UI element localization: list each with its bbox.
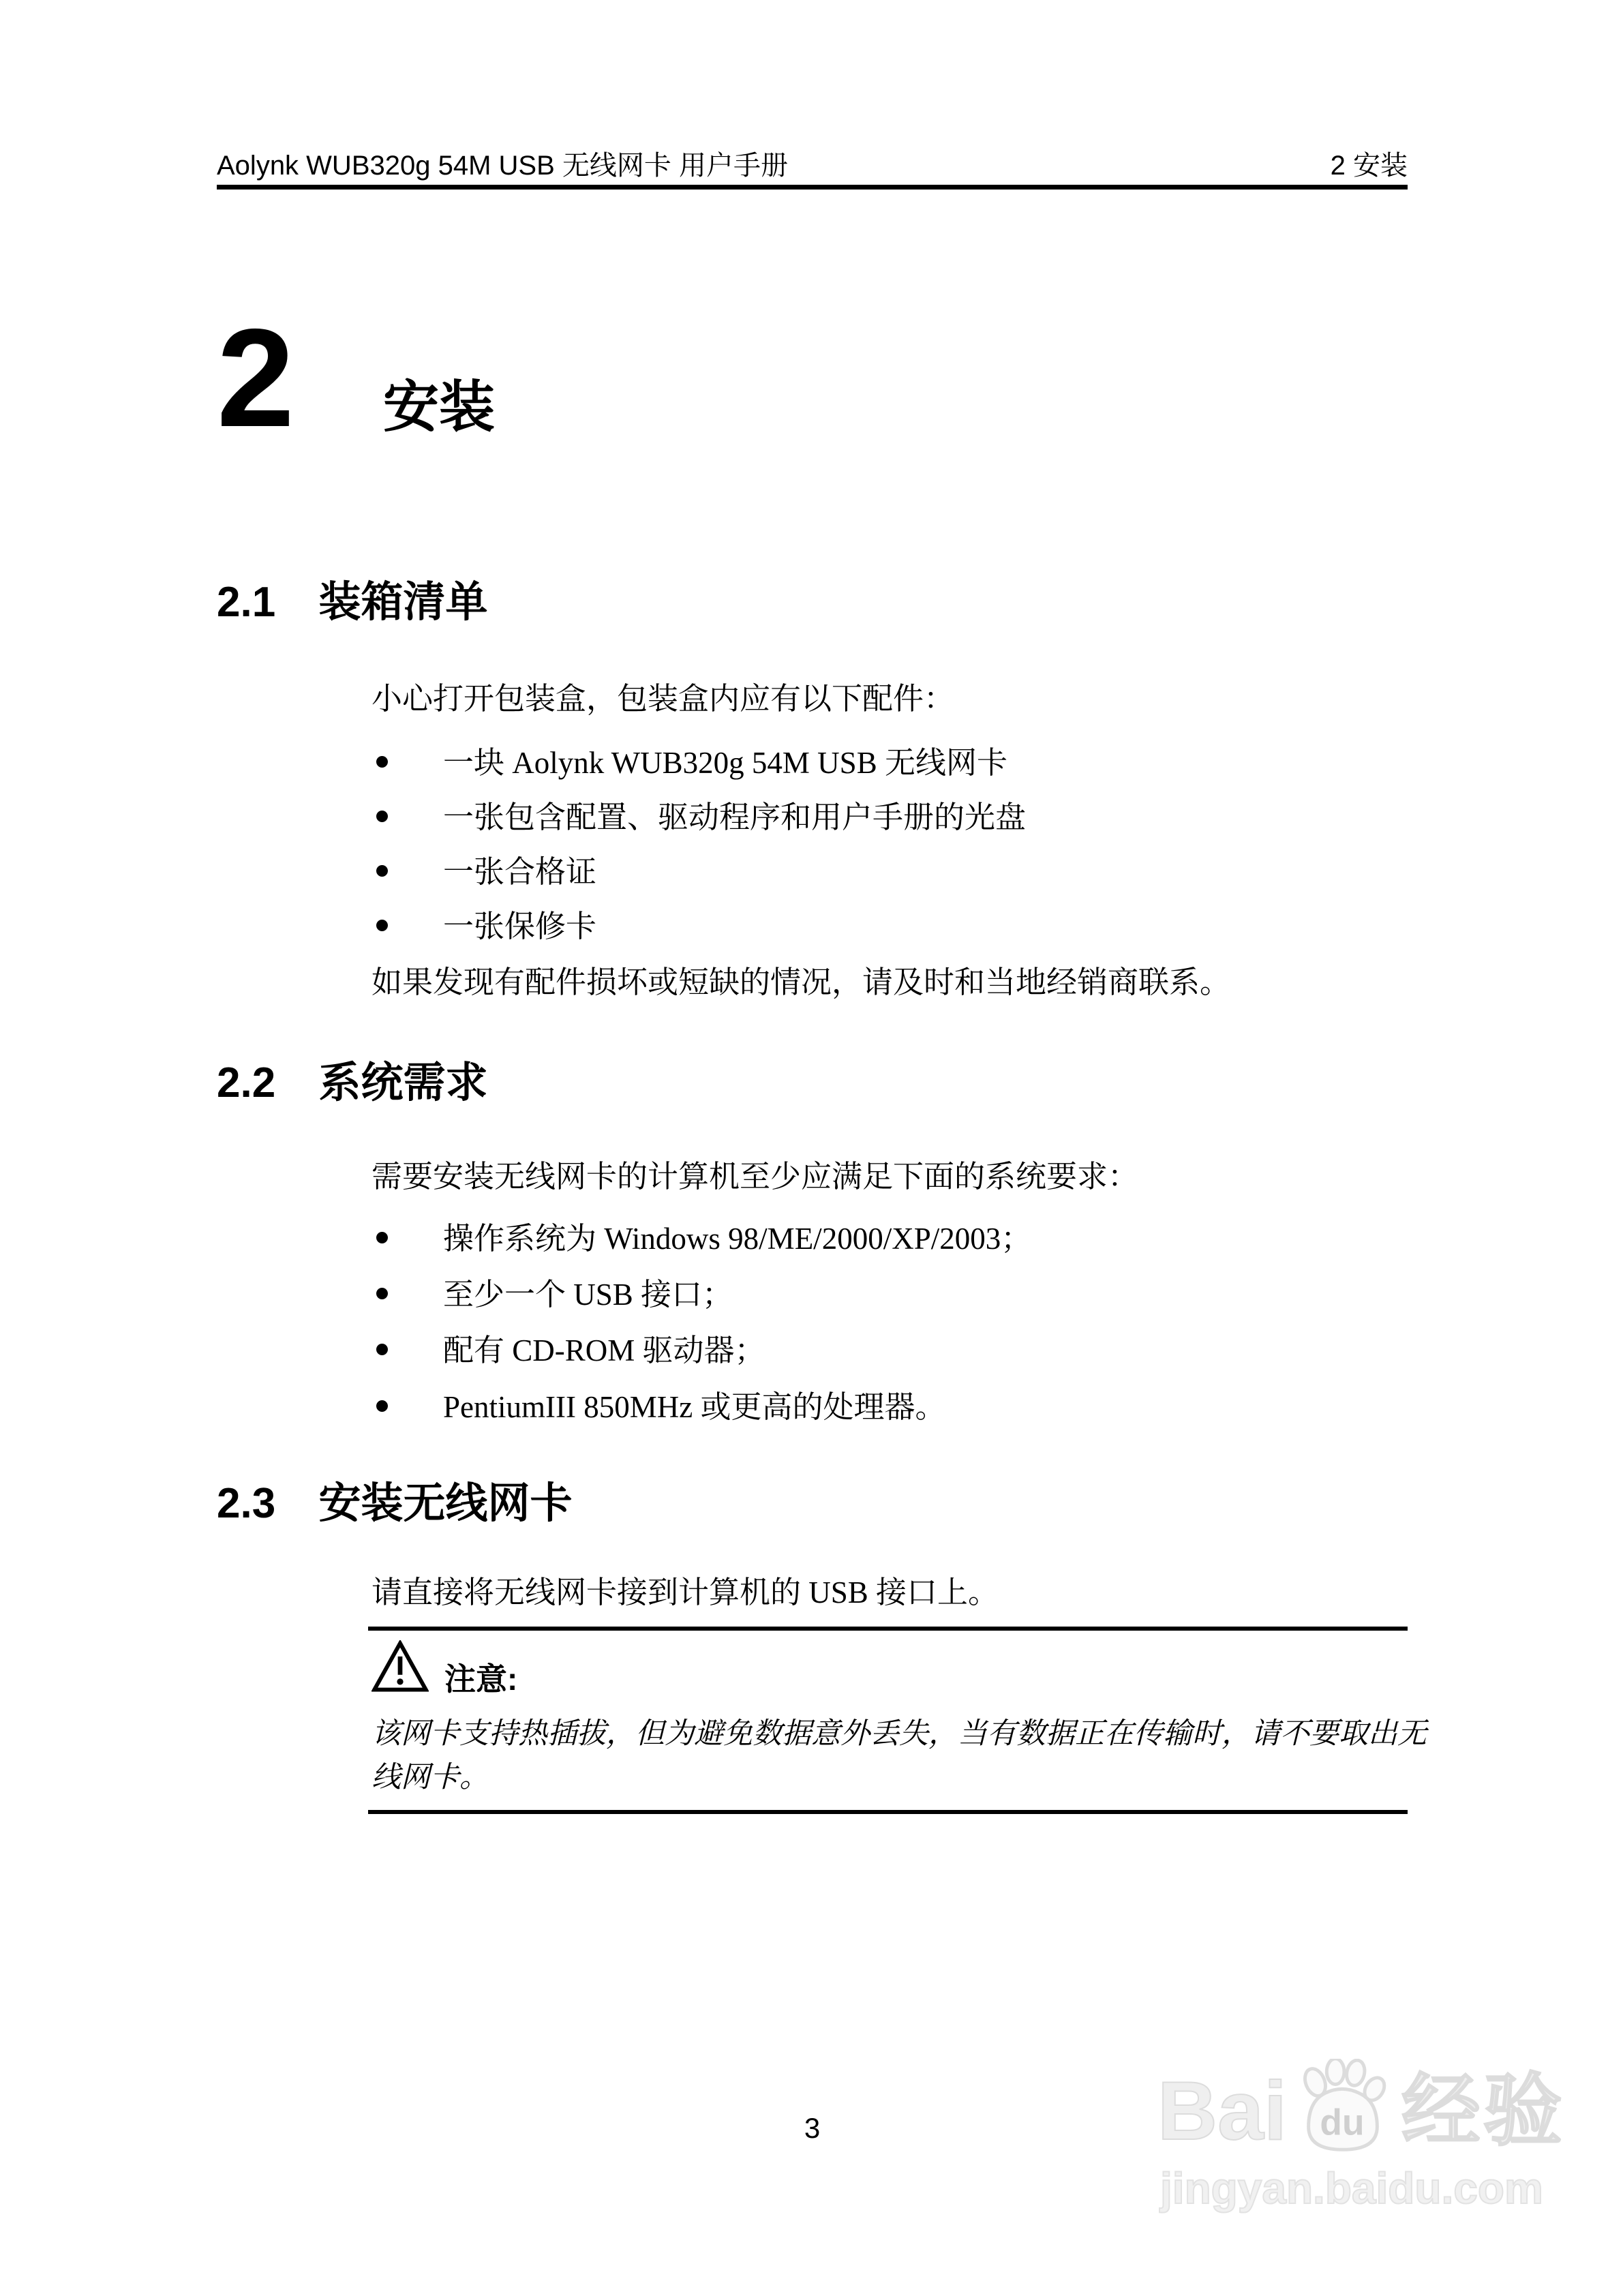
list-item	[376, 1220, 1031, 1257]
bullet-icon	[376, 865, 388, 877]
bullet-icon	[376, 1344, 388, 1355]
watermark-url: jingyan.baidu.com	[1160, 2164, 1543, 2213]
bullet-icon	[376, 756, 388, 768]
section-number: 2.2	[217, 1059, 276, 1106]
list-item-label: 操作系统为 Windows 98/ME/2000/XP/2003；	[443, 1222, 1032, 1256]
section-number: 2.3	[217, 1480, 276, 1527]
list-item-label: 一张包含配置、驱动程序和用户手册的光盘	[443, 800, 1027, 834]
chapter-heading	[217, 300, 496, 456]
bullet-icon	[376, 920, 388, 931]
watermark-logo-row	[1157, 2059, 1607, 2162]
chapter-title: 安装	[383, 376, 496, 438]
list-item	[376, 744, 1007, 781]
section-heading-system-requirements	[217, 1060, 487, 1106]
list-item-label: 一块 Aolynk WUB320g 54M USB 无线网卡	[443, 746, 1007, 780]
note-top-rule	[368, 1627, 1408, 1631]
list-item-label: 至少一个 USB 接口；	[443, 1278, 733, 1312]
header-chapter-label: 2 安装	[1330, 151, 1408, 181]
list-item	[376, 1389, 945, 1425]
section-heading-packing-list	[217, 579, 487, 626]
bullet-icon	[376, 1400, 388, 1412]
list-item	[376, 1276, 733, 1313]
list-item-label: 配有 CD-ROM 驱动器；	[443, 1333, 765, 1368]
section-heading-install-card	[217, 1481, 572, 1527]
watermark-cn-text: 经验	[1401, 2066, 1565, 2155]
watermark-latin-text: Bai	[1157, 2064, 1287, 2157]
paw-du-text: du	[1320, 2102, 1365, 2143]
note-bottom-rule	[368, 1810, 1408, 1814]
list-item-label: 一张保修卡	[443, 909, 597, 943]
baidu-jingyan-watermark	[1157, 2059, 1607, 2213]
bullet-icon	[376, 811, 388, 822]
list-item	[376, 1332, 765, 1369]
warning-icon	[371, 1640, 429, 1693]
page-number: 3	[804, 2112, 821, 2144]
section-title: 系统需求	[318, 1059, 488, 1106]
install-paragraph: 请直接将无线网卡接到计算机的 USB 接口上。	[371, 1575, 999, 1610]
bullet-icon	[376, 1232, 388, 1243]
section-number: 2.1	[217, 579, 276, 626]
list-item-label: PentiumIII 850MHz 或更高的处理器。	[443, 1390, 946, 1424]
list-item	[376, 908, 596, 945]
paw-icon	[1288, 2059, 1396, 2162]
packing-outro-paragraph: 如果发现有配件损坏或短缺的情况，请及时和当地经销商联系。	[371, 965, 1231, 999]
note-text: 该网卡支持热插拔，但为避免数据意外丢失，当有数据正在传输时，请不要取出无线网卡。	[371, 1718, 1427, 1794]
list-item-label: 一张合格证	[443, 855, 597, 889]
header-rule	[217, 185, 1408, 190]
system-intro-paragraph: 需要安装无线网卡的计算机至少应满足下面的系统要求：	[371, 1160, 1139, 1194]
list-item	[376, 854, 596, 890]
bullet-icon	[376, 1288, 388, 1299]
note-label: 注意:	[444, 1661, 518, 1697]
section-title: 装箱清单	[318, 579, 488, 626]
packing-intro-paragraph: 小心打开包装盒，包装盒内应有以下配件：	[371, 682, 955, 716]
chapter-number: 2	[217, 300, 294, 456]
header-document-title: Aolynk WUB320g 54M USB 无线网卡 用户手册	[217, 151, 788, 181]
section-title: 安装无线网卡	[318, 1480, 573, 1527]
list-item	[376, 799, 1026, 836]
